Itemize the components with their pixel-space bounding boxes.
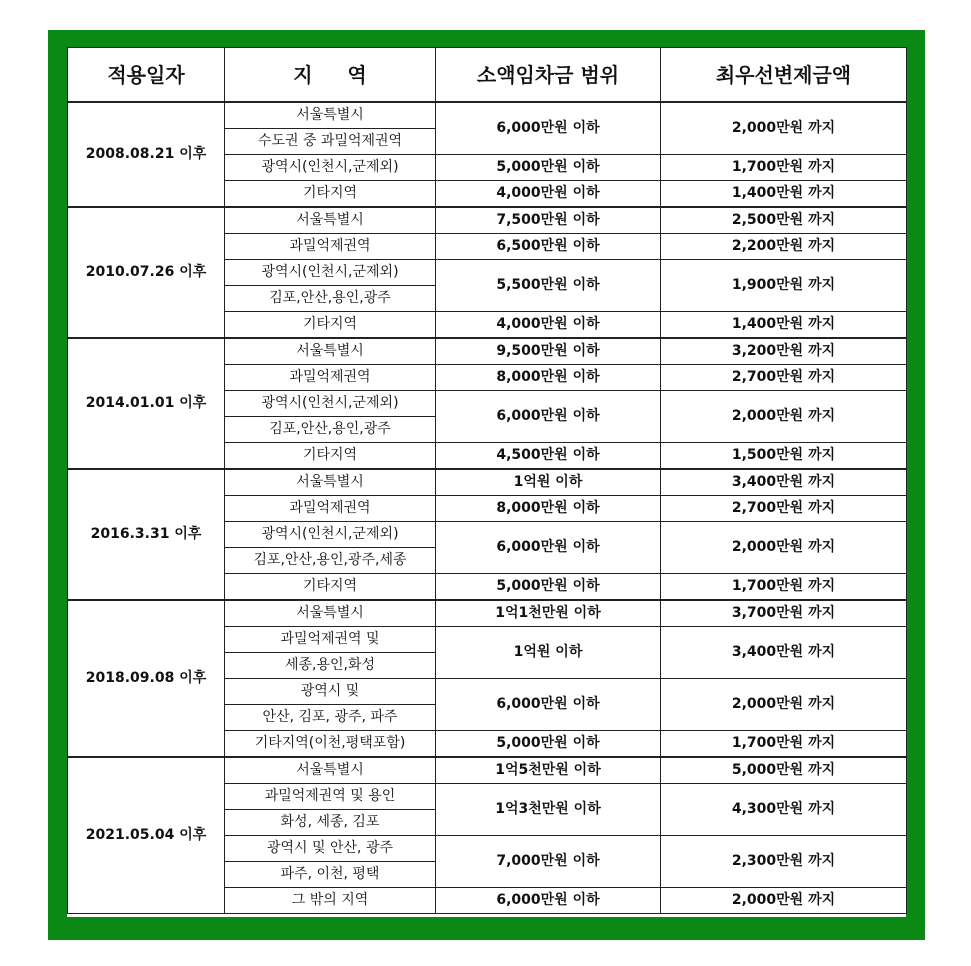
region-cell: 그 밖의 지역	[225, 888, 436, 914]
header-date: 적용일자	[68, 48, 225, 103]
deposit-range-cell: 6,500만원 이하	[436, 234, 661, 260]
priority-amount-cell: 1,500만원 까지	[661, 443, 907, 470]
priority-amount-cell: 1,400만원 까지	[661, 181, 907, 208]
deposit-range-cell: 5,000만원 이하	[436, 574, 661, 601]
region-cell: 서울특별시	[225, 207, 436, 234]
table-row	[68, 469, 907, 496]
priority-amount-cell: 2,000만원 까지	[661, 102, 907, 155]
date-cell: 2016.3.31 이후	[68, 469, 225, 600]
deposit-range-cell: 5,500만원 이하	[436, 260, 661, 312]
deposit-range-cell: 7,000만원 이하	[436, 836, 661, 888]
priority-amount-cell: 3,400만원 까지	[661, 469, 907, 496]
priority-amount-cell: 3,400만원 까지	[661, 627, 907, 679]
region-cell: 광역시(인천시,군제외)	[225, 391, 436, 417]
priority-amount-cell: 2,000만원 까지	[661, 679, 907, 731]
deposit-range-cell: 8,000만원 이하	[436, 365, 661, 391]
date-cell: 2010.07.26 이후	[68, 207, 225, 338]
deposit-range-cell: 1억1천만원 이하	[436, 600, 661, 627]
region-cell: 김포,안산,용인,광주,세종	[225, 548, 436, 574]
date-cell: 2008.08.21 이후	[68, 102, 225, 207]
header-deposit-range: 소액임차금 범위	[436, 48, 661, 103]
region-cell: 서울특별시	[225, 338, 436, 365]
priority-amount-cell: 5,000만원 까지	[661, 757, 907, 784]
header-priority-amount: 최우선변제금액	[661, 48, 907, 103]
region-cell: 기타지역(이천,평택포함)	[225, 731, 436, 758]
priority-amount-cell: 3,200만원 까지	[661, 338, 907, 365]
region-cell: 안산, 김포, 광주, 파주	[225, 705, 436, 731]
region-cell: 김포,안산,용인,광주	[225, 417, 436, 443]
table-body	[68, 102, 907, 914]
deposit-range-cell: 6,000만원 이하	[436, 888, 661, 914]
date-cell: 2014.01.01 이후	[68, 338, 225, 469]
priority-amount-cell: 2,700만원 까지	[661, 496, 907, 522]
priority-amount-cell: 1,400만원 까지	[661, 312, 907, 339]
deposit-range-cell: 5,000만원 이하	[436, 731, 661, 758]
region-cell: 서울특별시	[225, 600, 436, 627]
header-row	[68, 48, 907, 103]
priority-amount-cell: 1,700만원 까지	[661, 574, 907, 601]
region-cell: 광역시(인천시,군제외)	[225, 260, 436, 286]
table-row	[68, 102, 907, 129]
region-cell: 서울특별시	[225, 469, 436, 496]
priority-amount-cell: 2,000만원 까지	[661, 522, 907, 574]
deposit-range-cell: 1억원 이하	[436, 469, 661, 496]
priority-amount-cell: 2,700만원 까지	[661, 365, 907, 391]
deposit-range-cell: 1억5천만원 이하	[436, 757, 661, 784]
table-row	[68, 207, 907, 234]
date-cell: 2021.05.04 이후	[68, 757, 225, 914]
region-cell: 파주, 이천, 평택	[225, 862, 436, 888]
region-cell: 과밀억제권역	[225, 496, 436, 522]
region-cell: 기타지역	[225, 443, 436, 470]
priority-amount-cell: 2,000만원 까지	[661, 888, 907, 914]
region-cell: 수도권 중 과밀억제권역	[225, 129, 436, 155]
deposit-range-cell: 8,000만원 이하	[436, 496, 661, 522]
region-cell: 광역시(인천시,군제외)	[225, 522, 436, 548]
region-cell: 과밀억제권역 및 용인	[225, 784, 436, 810]
priority-amount-cell: 2,000만원 까지	[661, 391, 907, 443]
region-cell: 광역시 및 안산, 광주	[225, 836, 436, 862]
priority-amount-cell: 4,300만원 까지	[661, 784, 907, 836]
date-cell: 2018.09.08 이후	[68, 600, 225, 757]
table-row	[68, 757, 907, 784]
deposit-range-cell: 1억원 이하	[436, 627, 661, 679]
deposit-range-cell: 7,500만원 이하	[436, 207, 661, 234]
region-cell: 과밀억제권역 및	[225, 627, 436, 653]
table-row	[68, 338, 907, 365]
deposit-range-cell: 4,000만원 이하	[436, 312, 661, 339]
deposit-range-cell: 6,000만원 이하	[436, 679, 661, 731]
region-cell: 광역시 및	[225, 679, 436, 705]
priority-amount-cell: 2,500만원 까지	[661, 207, 907, 234]
region-cell: 기타지역	[225, 181, 436, 208]
region-cell: 과밀억제권역	[225, 365, 436, 391]
region-cell: 김포,안산,용인,광주	[225, 286, 436, 312]
priority-amount-cell: 1,700만원 까지	[661, 731, 907, 758]
region-cell: 기타지역	[225, 312, 436, 339]
deposit-range-cell: 9,500만원 이하	[436, 338, 661, 365]
deposit-range-cell: 4,000만원 이하	[436, 181, 661, 208]
priority-amount-cell: 2,200만원 까지	[661, 234, 907, 260]
deposit-range-cell: 1억3천만원 이하	[436, 784, 661, 836]
region-cell: 화성, 세종, 김포	[225, 810, 436, 836]
priority-repayment-table	[67, 47, 907, 914]
priority-amount-cell: 1,900만원 까지	[661, 260, 907, 312]
green-frame	[48, 30, 925, 940]
region-cell: 서울특별시	[225, 102, 436, 129]
region-cell: 세종,용인,화성	[225, 653, 436, 679]
deposit-range-cell: 6,000만원 이하	[436, 391, 661, 443]
table-container	[67, 47, 906, 917]
deposit-range-cell: 6,000만원 이하	[436, 102, 661, 155]
deposit-range-cell: 5,000만원 이하	[436, 155, 661, 181]
header-region: 지 역	[225, 48, 436, 103]
priority-amount-cell: 3,700만원 까지	[661, 600, 907, 627]
region-cell: 기타지역	[225, 574, 436, 601]
region-cell: 서울특별시	[225, 757, 436, 784]
region-cell: 과밀억제권역	[225, 234, 436, 260]
deposit-range-cell: 6,000만원 이하	[436, 522, 661, 574]
priority-amount-cell: 2,300만원 까지	[661, 836, 907, 888]
priority-amount-cell: 1,700만원 까지	[661, 155, 907, 181]
region-cell: 광역시(인천시,군제외)	[225, 155, 436, 181]
table-row	[68, 600, 907, 627]
deposit-range-cell: 4,500만원 이하	[436, 443, 661, 470]
